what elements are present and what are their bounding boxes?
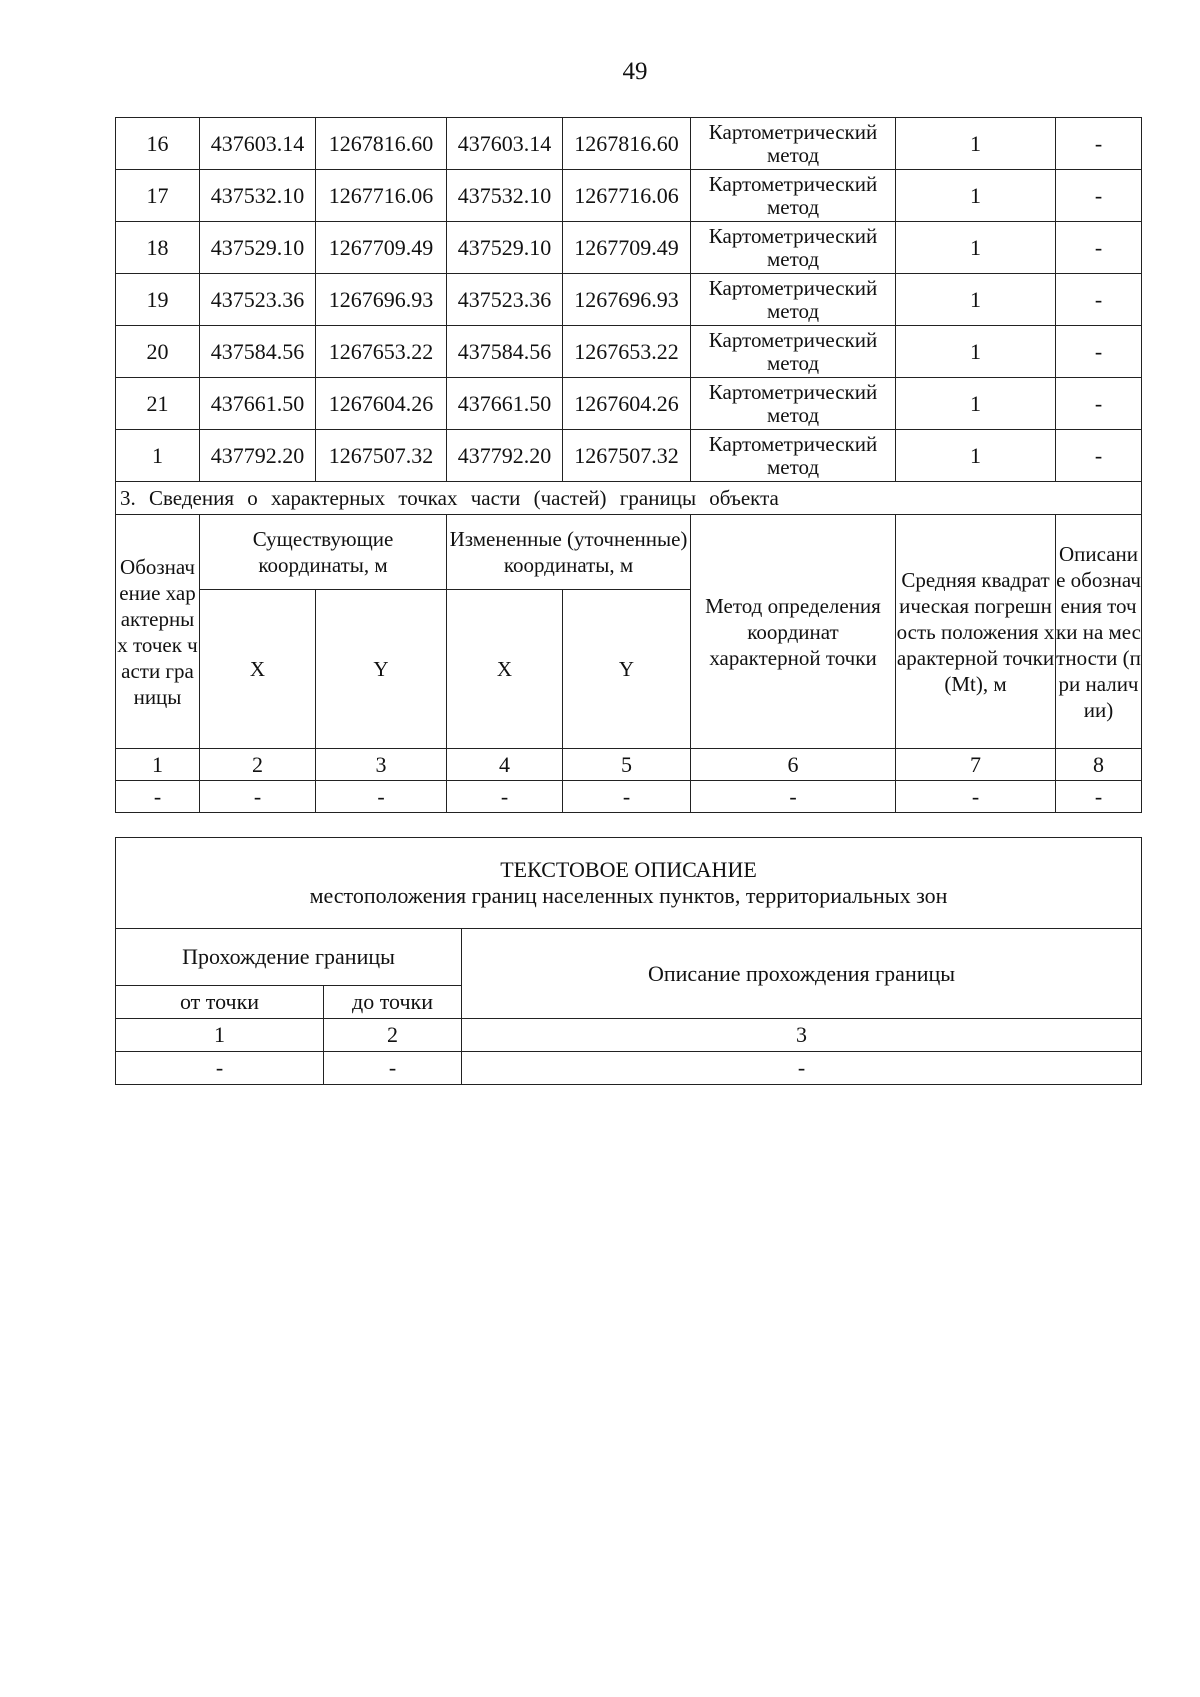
point-description: - [1056,326,1142,378]
mt-value: 1 [896,222,1056,274]
existing-x: 437792.20 [200,430,316,482]
changed-x: 437532.10 [447,170,563,222]
point-row [116,430,1142,482]
changed-y: 1267604.26 [563,378,691,430]
mt-value: 1 [896,326,1056,378]
changed-y: 1267709.49 [563,222,691,274]
header-x: X [200,590,316,749]
method-cell: Картометрический метод [691,326,896,378]
header-existing: Существующие координаты, м [200,515,447,590]
empty-cell: - [324,1052,462,1085]
point-number: 18 [116,222,200,274]
existing-y: 1267696.93 [316,274,447,326]
method-cell: Картометрический метод [691,118,896,170]
empty-cell: - [447,781,563,813]
existing-x: 437529.10 [200,222,316,274]
description-header: Описание прохождения границы [462,929,1142,1019]
empty-cell: - [896,781,1056,813]
existing-y: 1267507.32 [316,430,447,482]
changed-x: 437603.14 [447,118,563,170]
point-number: 1 [116,430,200,482]
empty-cell: - [116,781,200,813]
point-number: 17 [116,170,200,222]
col-number: 2 [200,749,316,781]
col-number: 6 [691,749,896,781]
method-cell: Картометрический метод [691,274,896,326]
header-y: Y [316,590,447,749]
point-description: - [1056,170,1142,222]
header-x: X [447,590,563,749]
point-row [116,170,1142,222]
existing-x: 437603.14 [200,118,316,170]
header-method: Метод определения координат характерной точки [691,515,896,749]
empty-cell: - [563,781,691,813]
section-3-title: 3. Сведения о характерных точках части (частей) границы объекта [116,482,1142,515]
method-cell: Картометрический метод [691,430,896,482]
point-row [116,118,1142,170]
existing-y: 1267816.60 [316,118,447,170]
changed-x: 437792.20 [447,430,563,482]
point-row [116,274,1142,326]
changed-y: 1267696.93 [563,274,691,326]
point-number: 16 [116,118,200,170]
col-number: 2 [324,1019,462,1052]
changed-y: 1267653.22 [563,326,691,378]
col-number: 7 [896,749,1056,781]
changed-x: 437661.50 [447,378,563,430]
col-number: 1 [116,749,200,781]
empty-cell: - [1056,781,1142,813]
point-row [116,222,1142,274]
text-description-heading: ТЕКСТОВОЕ ОПИСАНИЕ [500,857,757,882]
points-table [115,117,1142,813]
point-row [116,326,1142,378]
empty-cell: - [116,1052,324,1085]
col-number: 3 [462,1019,1142,1052]
from-point-header: от точки [116,986,324,1019]
point-number: 19 [116,274,200,326]
changed-y: 1267507.32 [563,430,691,482]
point-description: - [1056,430,1142,482]
text-description-subtitle: местоположения границ населенных пунктов, территориальных зон [309,883,948,908]
point-description: - [1056,118,1142,170]
text-description-title [116,838,1142,929]
col-number: 1 [116,1019,324,1052]
mt-value: 1 [896,118,1056,170]
header-changed: Измененные (уточненные) координаты, м [447,515,691,590]
existing-x: 437584.56 [200,326,316,378]
method-cell: Картометрический метод [691,222,896,274]
changed-y: 1267716.06 [563,170,691,222]
empty-row [116,781,1142,813]
header-description: Описание обозначения точки на местности (при наличии) [1056,515,1142,749]
passage-header: Прохождение границы [116,929,462,986]
mt-value: 1 [896,378,1056,430]
to-point-header: до точки [324,986,462,1019]
existing-y: 1267653.22 [316,326,447,378]
changed-x: 437584.56 [447,326,563,378]
point-description: - [1056,222,1142,274]
text-description-table [115,837,1142,1085]
existing-x: 437661.50 [200,378,316,430]
col-number: 5 [563,749,691,781]
changed-x: 437529.10 [447,222,563,274]
existing-y: 1267716.06 [316,170,447,222]
header-mt: Средняя квадратическая погрешность положения характерной точки (Mt), м [896,515,1056,749]
empty-cell: - [200,781,316,813]
header-designation: Обозначение характерных точек части границы [116,515,200,749]
existing-x: 437532.10 [200,170,316,222]
point-row [116,378,1142,430]
point-description: - [1056,274,1142,326]
existing-y: 1267604.26 [316,378,447,430]
point-number: 21 [116,378,200,430]
changed-y: 1267816.60 [563,118,691,170]
mt-value: 1 [896,170,1056,222]
existing-y: 1267709.49 [316,222,447,274]
col-number: 8 [1056,749,1142,781]
point-description: - [1056,378,1142,430]
method-cell: Картометрический метод [691,170,896,222]
mt-value: 1 [896,430,1056,482]
col-number: 3 [316,749,447,781]
column-numbers-row [116,749,1142,781]
method-cell: Картометрический метод [691,378,896,430]
mt-value: 1 [896,274,1056,326]
point-number: 20 [116,326,200,378]
existing-x: 437523.36 [200,274,316,326]
page-number: 49 [622,58,648,85]
empty-cell: - [691,781,896,813]
changed-x: 437523.36 [447,274,563,326]
col-number: 4 [447,749,563,781]
empty-cell: - [316,781,447,813]
empty-cell: - [462,1052,1142,1085]
header-y: Y [563,590,691,749]
